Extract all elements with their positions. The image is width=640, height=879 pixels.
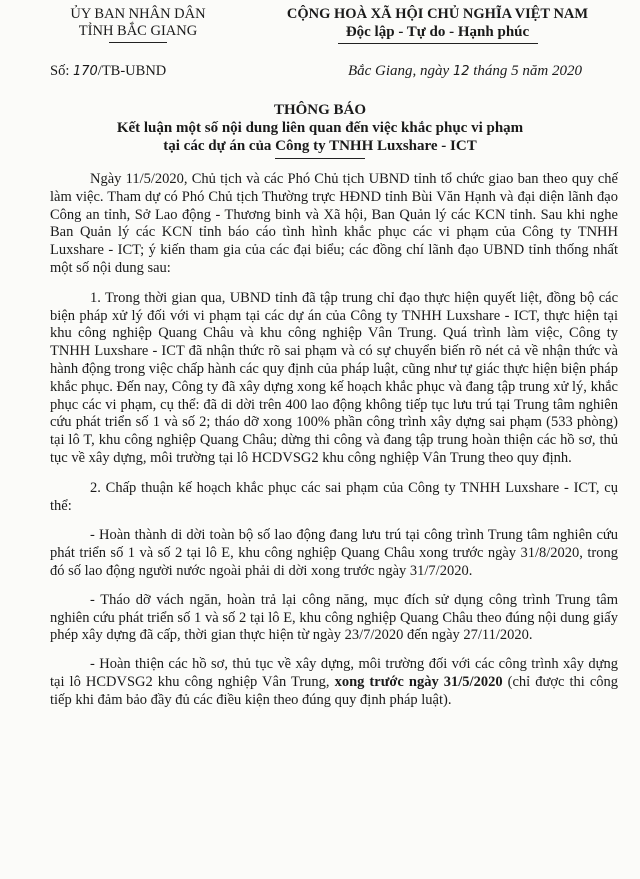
bullet-3 — [50, 656, 618, 709]
issuing-agency — [38, 6, 238, 43]
bullet-2: - Tháo dỡ vách ngăn, hoàn trả lại công năng, mục đích sử dụng công trình Trung tâm nghiên cứu phát triển số 1 và số 2 tại lô E, khu công nghiệp Quang Châu theo đúng nội dung giấy phép xây dựng đã cấp, thời gian thực hiện từ ngày 23/7/2020 đến ngày 27/11/2020. — [50, 591, 618, 644]
item-2-paragraph: 2. Chấp thuận kế hoạch khắc phục các sai phạm của Công ty TNHH Luxshare - ICT, cụ thể: — [50, 479, 618, 514]
bullet-1: - Hoàn thành di dời toàn bộ số lao động đang lưu trú tại công trình Trung tâm nghiên cứu phát triển số 1 và số 2 tại lô E, khu công nghiệp Quang Châu xong trước ngày 31/8/2020, trong đó số lao động người nước ngoài phải di dời xong trước ngày 31/7/2020. — [50, 527, 618, 579]
item-1-paragraph: 1. Trong thời gian qua, UBND tỉnh đã tập trung chỉ đạo thực hiện quyết liệt, đồng bộ các biện pháp xử lý đối với vi phạm tại các dự án của Công ty TNHH Luxshare - ICT, thực hiện tại khu công nghiệp Quang Châu và khu công nghiệp Vân Trung. Quá trình làm việc, Công ty TNHH Luxshare - ICT đã nhận thức rõ sai phạm và có sự chuyển biến rõ nét cả về nhận thức và hành động trong việc chấp hành các quy định của pháp luật, cũng như tự giác thực hiện biện pháp khắc phục. Đến nay, Công ty đã xây dựng xong kế hoạch khắc phục và đang tập trung xử lý, khắc phục các vi phạm, cụ thể: đã di dời trên 400 lao động không tiếp tục lưu trú tại Trung tâm nghiên cứu phát triển số 1 và số 2; tháo dỡ xong 100% phần công trình xây dựng sai phạm (533 phòng) tại lô T, khu công nghiệp Quang Châu; dừng thi công và đang tập trung hoàn thiện các hồ sơ, thủ tục về xây dựng, môi trường tại lô HCDVSG2 khu công nghiệp Vân Trung theo quy định. — [50, 289, 618, 466]
bullet-3-start: - Hoàn thiện các hồ sơ, thủ tục về xây dựng, môi trường đối với các công trình xây dựng tại lô HCDVSG2 khu công nghiệp Vân Trung, — [50, 656, 618, 690]
agency-line-2: TỈNH BẮC GIANG — [78, 23, 198, 39]
date-prefix: Bắc Giang, ngày — [347, 63, 450, 79]
title-underline — [275, 158, 365, 159]
doc-number-prefix: Số: — [50, 63, 70, 79]
doc-number-suffix: /TB-UBND — [97, 63, 167, 79]
national-motto: Độc lập - Tự do - Hạnh phúc — [345, 24, 530, 40]
intro-paragraph: Ngày 11/5/2020, Chủ tịch và các Phó Chủ tịch UBND tỉnh tổ chức giao ban theo quy chế làm việc. Tham dự có Phó Chủ tịch Thường trực HĐND tỉnh Bùi Văn Hạnh và đại diện lãnh đạo Công an tỉnh, Sở Lao động - Thương binh và Xã hội, Ban Quản lý các KCN tỉnh. Sau khi nghe Ban Quản lý các KCN tỉnh báo cáo tình hình khắc phục các vi phạm của Công ty TNHH Luxshare - ICT; ý kiến tham gia của các đại biểu; các đồng chí lãnh đạo UBND tỉnh thống nhất một số nội dung sau: — [50, 171, 618, 276]
agency-underline — [109, 42, 167, 43]
document-title — [40, 101, 600, 159]
national-header — [250, 6, 625, 44]
title-subtitle-line-1: Kết luận một số nội dung liên quan đến việc khắc phục vi phạm — [116, 120, 524, 136]
place-and-date — [300, 62, 630, 81]
document-number — [50, 62, 166, 81]
motto-underline — [338, 43, 538, 44]
bullet-3-end: (chỉ được thi công tiếp khi đảm bảo đầy đủ các điều kiện theo đúng quy định pháp luật). — [50, 673, 619, 708]
nation-name: CỘNG HOÀ XÃ HỘI CHỦ NGHĨA VIỆT NAM — [286, 6, 589, 22]
doc-number-handwritten: 170 — [72, 64, 98, 79]
bullet-3-deadline: xong trước ngày 31/5/2020 — [334, 673, 503, 690]
title-heading: THÔNG BÁO — [273, 102, 367, 118]
date-suffix: tháng 5 năm 2020 — [473, 63, 583, 79]
document-body — [50, 171, 618, 721]
agency-line-1: ỦY BAN NHÂN DÂN — [70, 6, 206, 22]
date-day-handwritten: 12 — [452, 64, 470, 79]
title-subtitle-line-2: tại các dự án của Công ty TNHH Luxshare - ICT — [163, 138, 477, 154]
